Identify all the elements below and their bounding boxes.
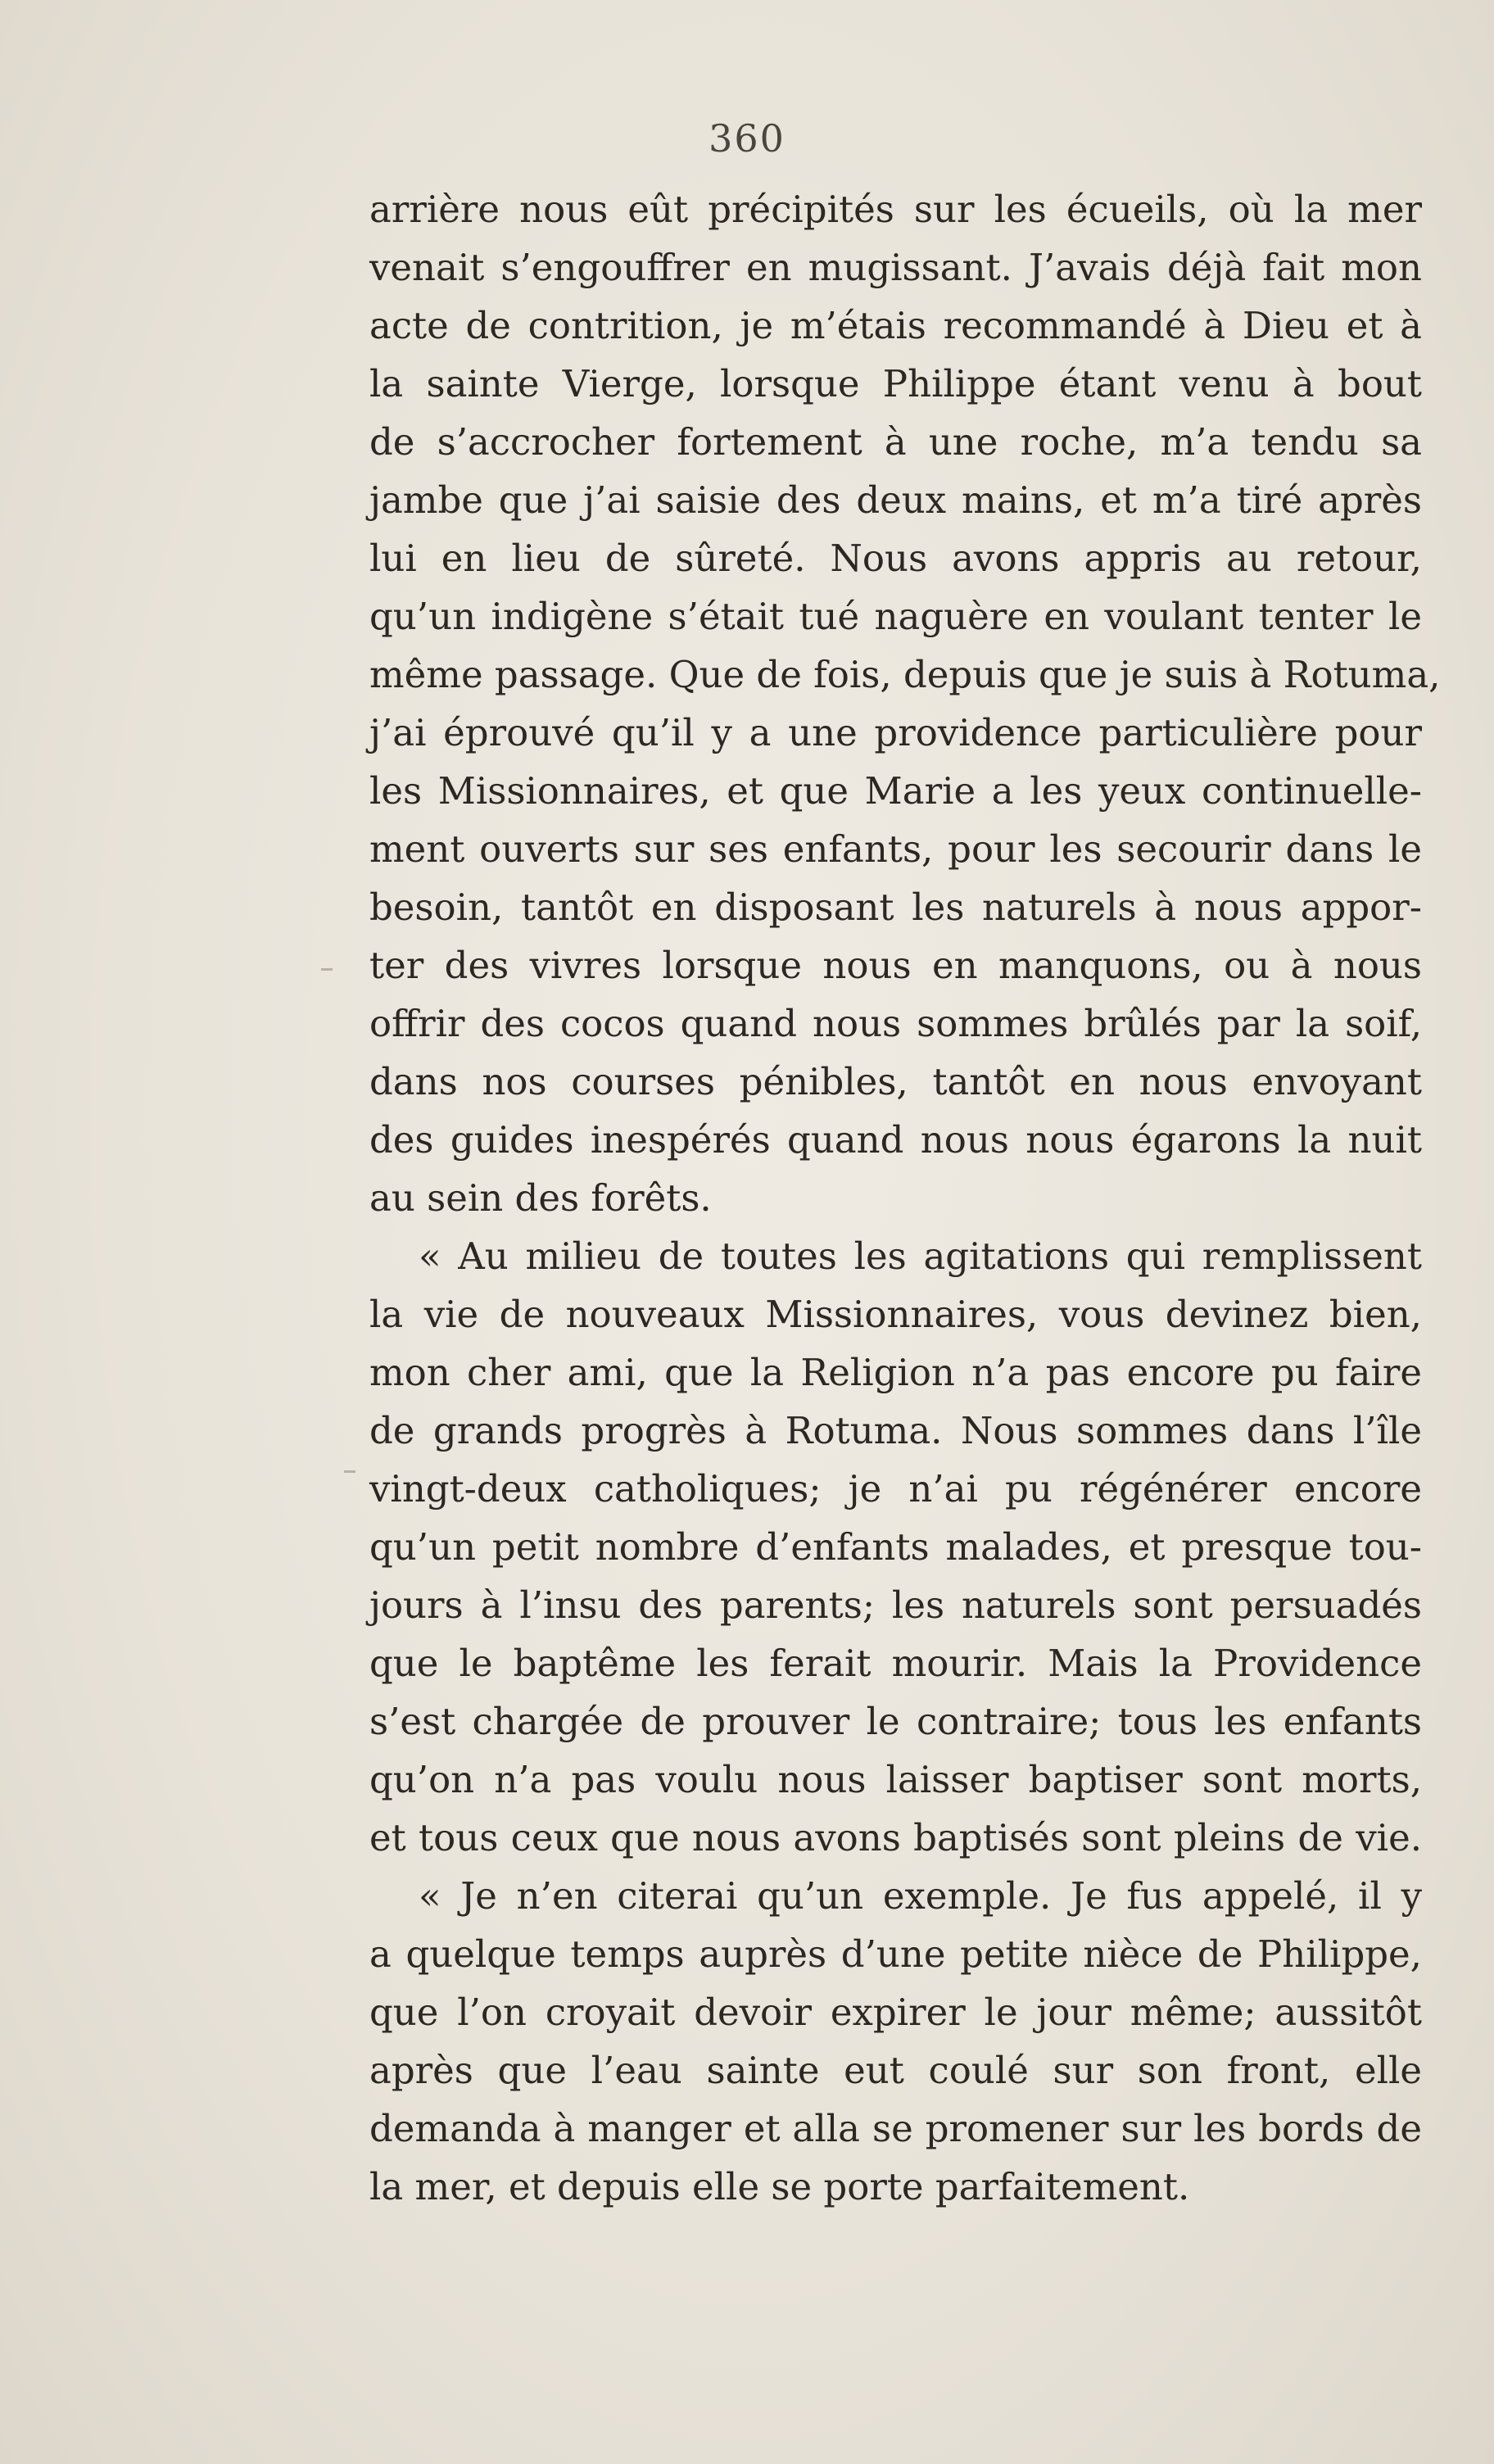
text-line: que l’on croyait devoir expirer le jour même; aussitôt: [369, 1991, 1422, 2034]
text-line: après que l’eau sainte eut coulé sur son front, elle: [369, 2049, 1422, 2092]
text-line: qu’un petit nombre d’enfants malades, et presque tou-: [369, 1525, 1422, 1569]
text-line: offrir des cocos quand nous sommes brûlés par la soif,: [369, 1002, 1422, 1045]
text-line: arrière nous eût précipités sur les écueils, où la mer: [369, 188, 1422, 231]
text-line: la mer, et depuis elle se porte parfaitement.: [369, 2165, 1190, 2208]
text-line: des guides inespérés quand nous nous égarons la nuit: [369, 1118, 1422, 1162]
text-line: « Je n’en citerai qu’un exemple. Je fus appelé, il y: [419, 1874, 1422, 1918]
text-line: même passage. Que de fois, depuis que je suis à Rotuma,: [369, 653, 1441, 696]
text-line: lui en lieu de sûreté. Nous avons appris au retour,: [369, 537, 1422, 580]
text-line: les Missionnaires, et que Marie a les yeux continuelle-: [369, 769, 1422, 813]
body-text: [369, 180, 1441, 2216]
text-line: et tous ceux que nous avons baptisés sont pleins de vie.: [369, 1816, 1422, 1859]
text-line: besoin, tantôt en disposant les naturels à nous appor-: [369, 886, 1422, 929]
text-line: au sein des forêts.: [369, 1176, 712, 1220]
text-line: j’ai éprouvé qu’il y a une providence particulière pour: [369, 711, 1422, 754]
text-line: la vie de nouveaux Missionnaires, vous devinez bien,: [369, 1293, 1422, 1336]
text-line: mon cher ami, que la Religion n’a pas encore pu faire: [369, 1351, 1422, 1394]
margin-mark: [344, 1470, 355, 1473]
text-line: venait s’engouffrer en mugissant. J’avais déjà fait mon: [369, 246, 1422, 289]
margin-mark: [321, 968, 333, 971]
text-line: s’est chargée de prouver le contraire; tous les enfants: [369, 1700, 1422, 1743]
text-line: qu’un indigène s’était tué naguère en voulant tenter le: [369, 595, 1422, 638]
text-line: dans nos courses pénibles, tantôt en nous envoyant: [369, 1060, 1422, 1103]
text-line: acte de contrition, je m’étais recommandé à Dieu et à: [369, 304, 1422, 347]
text-line: jours à l’insu des parents; les naturels sont persuadés: [369, 1583, 1422, 1627]
text-line: qu’on n’a pas voulu nous laisser baptiser sont morts,: [369, 1758, 1422, 1801]
text-line: de s’accrocher fortement à une roche, m’a tendu sa: [369, 420, 1422, 464]
text-line: demanda à manger et alla se promener sur les bords de: [369, 2107, 1422, 2150]
text-line: ter des vivres lorsque nous en manquons, ou à nous: [369, 944, 1422, 987]
text-line: la sainte Vierge, lorsque Philippe étant venu à bout: [369, 362, 1422, 405]
text-line: « Au milieu de toutes les agitations qui remplissent: [419, 1234, 1422, 1278]
text-line: a quelque temps auprès d’une petite nièce de Philippe,: [369, 1932, 1422, 1976]
text-line: ment ouverts sur ses enfants, pour les secourir dans le: [369, 827, 1422, 871]
text-line: de grands progrès à Rotuma. Nous sommes dans l’île: [369, 1409, 1422, 1452]
page-number: 360: [709, 116, 785, 161]
text-line: jambe que j’ai saisie des deux mains, et m’a tiré après: [369, 478, 1422, 522]
text-line: vingt-deux catholiques; je n’ai pu régénérer encore: [369, 1467, 1422, 1511]
text-line: que le baptême les ferait mourir. Mais la Providence: [369, 1642, 1422, 1685]
